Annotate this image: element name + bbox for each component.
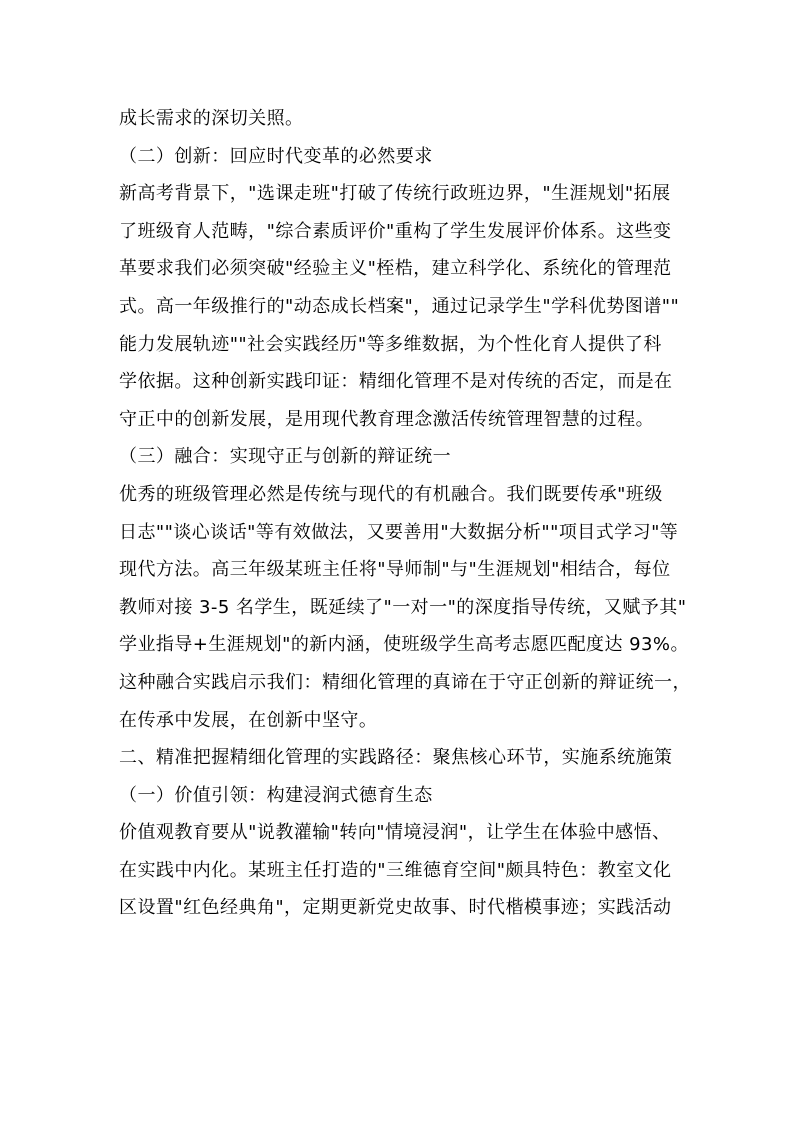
text-line: 新高考背景下，"选课走班"打破了传统行政班边界，"生涯规划"拓展 [119,183,671,205]
text-line: 能力发展轨迹""社会实践经历"等多维数据，为个性化育人提供了科 [119,333,662,355]
text-line: 式。高一年级推行的"动态成长档案"，通过记录学生"学科优势图谱"" [119,295,680,317]
text-line: 日志""谈心谈话"等有效做法，又要善用"大数据分析""项目式学习"等 [119,521,679,543]
chapter-heading: 二、精准把握精细化管理的实践路径：聚焦核心环节，实施系统施策 [119,747,673,769]
text-line: 这种融合实践启示我们：精细化管理的真谛在于守正创新的辩证统一， [119,671,691,693]
text-line: 成长需求的深切关照。 [119,108,304,129]
text-line: 教师对接 3-5 名学生，既延续了"一对一"的深度指导传统，又赋予其" [119,596,687,618]
section-heading: （一）价值引领：构建浸润式德育生态 [119,784,433,806]
text-line: 革要求我们必须突破"经验主义"桎梏，建立科学化、系统化的管理范 [119,258,672,280]
section-heading: （二）创新：回应时代变革的必然要求 [119,145,433,167]
text-line: 优秀的班级管理必然是传统与现代的有机融合。我们既要传承"班级 [119,483,663,505]
section-heading: （三）融合：实现守正与创新的辩证统一 [119,446,452,468]
text-line: 学业指导+生涯规划"的新内涵，使班级学生高考志愿匹配度达 93%。 [119,634,689,656]
text-line: 区设置"红色经典角"，定期更新党史故事、时代楷模事迹；实践活动 [119,897,672,919]
text-line: 了班级育人范畴，"综合素质评价"重构了学生发展评价体系。这些变 [119,220,672,242]
text-line: 学依据。这种创新实践印证：精细化管理不是对传统的否定，而是在 [119,371,673,393]
text-line: 现代方法。高三年级某班主任将"导师制"与"生涯规划"相结合，每位 [119,559,671,581]
text-line: 守正中的创新发展，是用现代教育理念激活传统管理智慧的过程。 [119,408,655,430]
text-line: 在传承中发展，在创新中坚守。 [119,709,378,731]
text-line: 价值观教育要从"说教灌输"转向"情境浸润"，让学生在体验中感悟、 [119,822,671,844]
text-line: 在实践中内化。某班主任打造的"三维德育空间"颇具特色：教室文化 [119,859,672,881]
document-body [119,100,691,927]
